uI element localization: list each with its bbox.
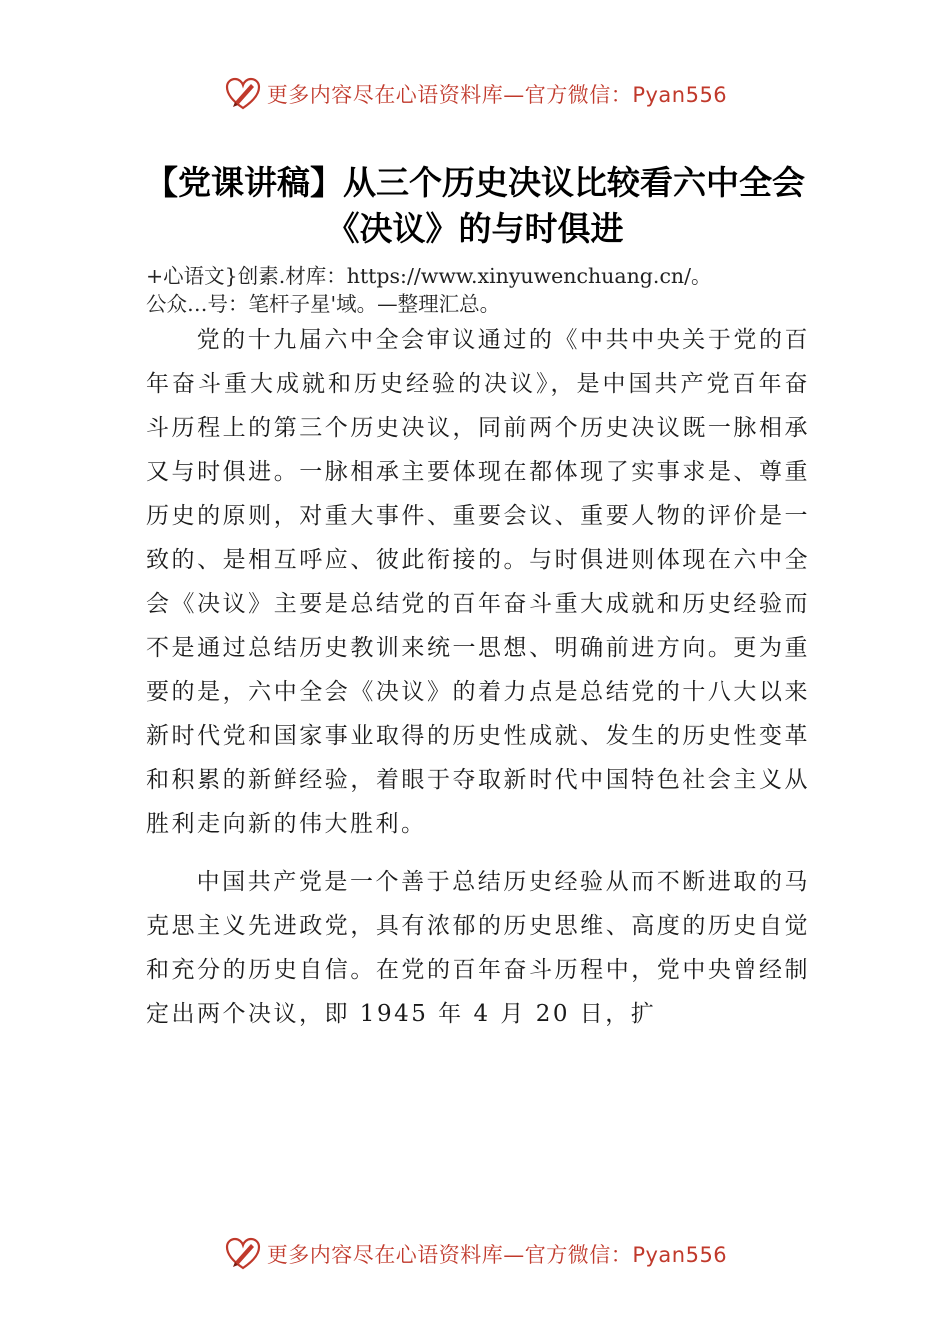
- header-banner: [0, 72, 950, 116]
- heart-pen-logo-icon: [223, 74, 263, 114]
- footer-banner: [0, 1232, 950, 1276]
- wechat-id: Pyan556: [632, 1243, 728, 1267]
- banner-text: [267, 1239, 727, 1269]
- source-line-account: 公众…号：笔杆子星'域。—整理汇总。: [146, 292, 501, 316]
- source-note: [146, 262, 846, 318]
- banner-slogan: 更多内容尽在心语资料库—官方微信：: [266, 83, 633, 107]
- banner-slogan: 更多内容尽在心语资料库—官方微信：: [266, 1243, 633, 1267]
- source-line-website: +心语文}创素.材库：https://www.xinyuwenchuang.cn/。: [146, 264, 712, 288]
- document-title: 【党课讲稿】从三个历史决议比较看六中全会《决议》的与时俱进: [145, 163, 805, 248]
- paragraph-1: 党的十九届六中全会审议通过的《中共中央关于党的百年奋斗重大成就和历史经验的决议》，是中国共产党百年奋斗历程上的第三个历史决议，同前两个历史决议既一脉相承又与时俱进。一脉相承主要体现在都体现了实事求是、尊重历史的原则，对重大事件、重要会议、重要人物的评价是一致的、是相互呼应、彼此衔接的。与时俱进则体现在六中全会《决议》主要是总结党的百年奋斗重大成就和历史经验而不是通过总结历史教训来统一思想、明确前进方向。更为重要的是，六中全会《决议》的着力点是总结党的十八大以来新时代党和国家事业取得的历史性成就、发生的历史性变革和积累的新鲜经验，着眼于夺取新时代中国特色社会主义从胜利走向新的伟大胜利。: [146, 327, 810, 837]
- banner-text: [267, 79, 727, 109]
- document-body: [146, 318, 810, 1050]
- heart-pen-logo-icon: [223, 1234, 263, 1274]
- paragraph-2: 中国共产党是一个善于总结历史经验从而不断进取的马克思主义先进政党，具有浓郁的历史思维、高度的历史自觉和充分的历史自信。在党的百年奋斗历程中，党中央曾经制定出两个决议，即 1945 年 4 月 20 日，扩: [146, 869, 810, 1027]
- wechat-id: Pyan556: [632, 83, 728, 107]
